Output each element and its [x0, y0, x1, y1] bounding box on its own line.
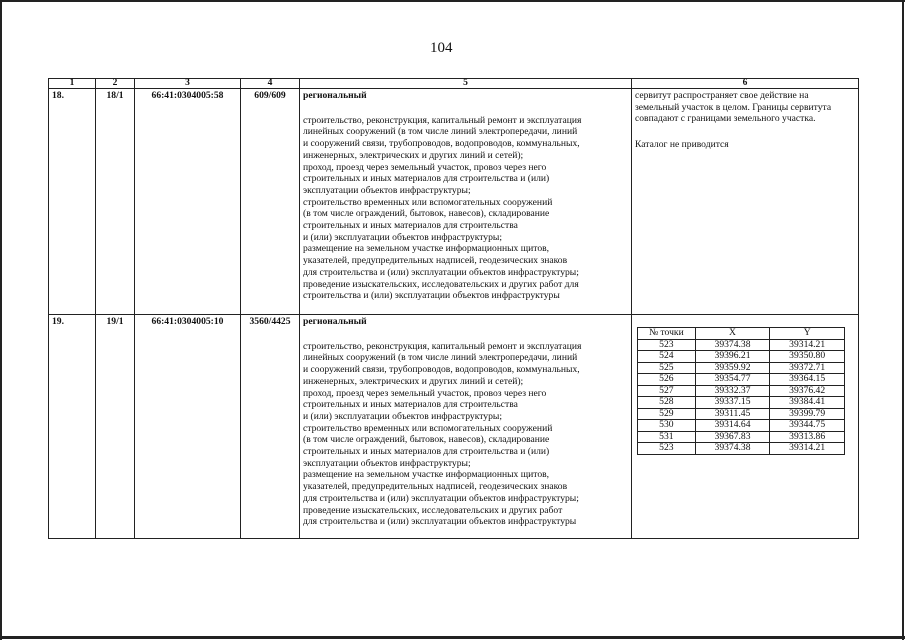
purpose-line: размещение на земельном участке информационных щитов, [303, 469, 550, 481]
purpose-line: строительных и иных материалов для строительства и (или) [303, 173, 550, 185]
coords-row [638, 408, 845, 420]
purpose-line: и (или) эксплуатации объектов инфраструктуры; [303, 231, 503, 243]
purpose-line: строительства и (или) эксплуатации объектов инфраструктуры [303, 290, 560, 302]
purpose-line: эксплуатации объектов инфраструктуры; [303, 457, 471, 469]
point-y: 39399.79 [770, 408, 845, 420]
purpose-line: для строительства и (или) эксплуатации объектов инфраструктуры; [303, 492, 579, 504]
purpose-line: (в том числе ограждений, бытовок, навесов), складирование [303, 434, 550, 446]
coords-row [638, 443, 845, 455]
purpose-line: строительство временных или вспомогательных сооружений [303, 422, 553, 434]
coords-row [638, 374, 845, 386]
purpose-text [303, 115, 628, 302]
point-id: 529 [638, 408, 696, 420]
point-y: 39350.80 [770, 351, 845, 363]
point-y: 39313.86 [770, 431, 845, 443]
purpose-line: и (или) эксплуатации объектов инфраструктуры; [303, 410, 503, 422]
row-number: 19. [49, 315, 96, 539]
coords-header: № точки [638, 328, 696, 340]
scan-frame-top [0, 0, 905, 2]
row-number: 18. [49, 89, 96, 315]
purpose-line: линейных сооружений (в том числе линий электропередачи, линий [303, 352, 578, 364]
point-id: 526 [638, 374, 696, 386]
coords-row [638, 397, 845, 409]
row-subnumber: 18/1 [96, 89, 135, 315]
point-y: 39364.15 [770, 374, 845, 386]
coords-row [638, 431, 845, 443]
servitude-table [48, 78, 859, 539]
area-value: 609/609 [241, 89, 300, 315]
purpose-line: (в том числе ограждений, бытовок, навесов), складирование [303, 208, 550, 220]
cadastral-number: 66:41:0304005:10 [135, 315, 241, 539]
coords-header: Y [770, 328, 845, 340]
purpose-line: инженерных, электрических и других линий и сетей); [303, 149, 524, 161]
purpose-line: проход, проезд через земельный участок, провоз через него [303, 387, 547, 399]
point-id: 524 [638, 351, 696, 363]
scan-frame-bottom [0, 636, 905, 639]
page-number: 104 [430, 40, 453, 56]
area-value: 3560/4425 [241, 315, 300, 539]
point-id: 530 [638, 420, 696, 432]
coords-cell [632, 315, 859, 539]
point-y: 39344.75 [770, 420, 845, 432]
purpose-line: строительство, реконструкция, капитальный ремонт и эксплуатация [303, 114, 582, 126]
note-line: совпадают с границами земельного участка. [635, 113, 816, 125]
purpose-line: эксплуатации объектов инфраструктуры; [303, 184, 471, 196]
point-y: 39372.71 [770, 362, 845, 374]
point-y: 39314.21 [770, 443, 845, 455]
point-x: 39367.83 [695, 431, 770, 443]
coords-header: X [695, 328, 770, 340]
coords-row [638, 420, 845, 432]
note-line: сервитут распространяет свое действие на [635, 90, 809, 101]
table-row [49, 315, 859, 539]
purpose-text [303, 341, 628, 528]
purpose-line: для строительства и (или) эксплуатации объектов инфраструктуры; [303, 266, 579, 278]
point-x: 39396.21 [695, 351, 770, 363]
purpose-cell [300, 89, 632, 315]
purpose-line: размещение на земельном участке информационных щитов, [303, 243, 550, 255]
point-id: 525 [638, 362, 696, 374]
purpose-line: строительных и иных материалов для строительства [303, 220, 518, 232]
coords-row [638, 385, 845, 397]
coordinates-table [637, 327, 845, 455]
point-id: 523 [638, 443, 696, 455]
point-x: 39374.38 [695, 339, 770, 351]
header-cell: 5 [300, 79, 632, 89]
point-x: 39311.45 [695, 408, 770, 420]
catalog-note: Каталог не приводится [635, 139, 729, 151]
purpose-line: проведение изыскательских, исследовательских и других работ для [303, 278, 579, 290]
point-id: 527 [638, 385, 696, 397]
point-x: 39332.37 [695, 385, 770, 397]
header-cell: 2 [96, 79, 135, 89]
point-x: 39359.92 [695, 362, 770, 374]
category-label: региональный [303, 316, 367, 327]
point-y: 39384.41 [770, 397, 845, 409]
point-id: 523 [638, 339, 696, 351]
purpose-line: строительство временных или вспомогательных сооружений [303, 196, 553, 208]
point-y: 39376.42 [770, 385, 845, 397]
point-x: 39374.38 [695, 443, 770, 455]
coords-header-row [638, 328, 845, 340]
note-cell [632, 89, 859, 315]
header-cell: 1 [49, 79, 96, 89]
header-cell: 6 [632, 79, 859, 89]
coords-row [638, 339, 845, 351]
purpose-line: строительство, реконструкция, капитальный ремонт и эксплуатация [303, 340, 582, 352]
purpose-line: и сооружений связи, трубопроводов, водопроводов, коммунальных, [303, 138, 580, 150]
purpose-line: линейных сооружений (в том числе линий электропередачи, линий [303, 126, 578, 138]
coords-row [638, 351, 845, 363]
purpose-line: проход, проезд через земельный участок, провоз через него [303, 161, 547, 173]
point-y: 39314.21 [770, 339, 845, 351]
row-subnumber: 19/1 [96, 315, 135, 539]
table-row [49, 89, 859, 315]
scan-frame-left [0, 0, 2, 640]
header-cell: 4 [241, 79, 300, 89]
purpose-line: инженерных, электрических и других линий и сетей); [303, 375, 524, 387]
purpose-cell [300, 315, 632, 539]
note-line: земельный участок в целом. Границы сервитута [635, 101, 832, 113]
cadastral-number: 66:41:0304005:58 [135, 89, 241, 315]
category-label: региональный [303, 90, 367, 101]
point-x: 39314.64 [695, 420, 770, 432]
purpose-line: и сооружений связи, трубопроводов, водопроводов, коммунальных, [303, 364, 580, 376]
scan-frame-right [902, 0, 904, 640]
purpose-line: строительных и иных материалов для строительства [303, 399, 518, 411]
point-x: 39354.77 [695, 374, 770, 386]
header-cell: 3 [135, 79, 241, 89]
coords-row [638, 362, 845, 374]
point-x: 39337.15 [695, 397, 770, 409]
point-id: 528 [638, 397, 696, 409]
purpose-line: для строительства и (или) эксплуатации объектов инфраструктуры [303, 516, 577, 528]
purpose-line: строительных и иных материалов для строительства и (или) [303, 446, 550, 458]
purpose-line: указателей, предупредительных надписей, геодезических знаков [303, 255, 568, 267]
table-header-row [49, 79, 859, 89]
point-id: 531 [638, 431, 696, 443]
purpose-line: указателей, предупредительных надписей, геодезических знаков [303, 481, 568, 493]
purpose-line: проведение изыскательских, исследовательских и других работ [303, 504, 563, 516]
